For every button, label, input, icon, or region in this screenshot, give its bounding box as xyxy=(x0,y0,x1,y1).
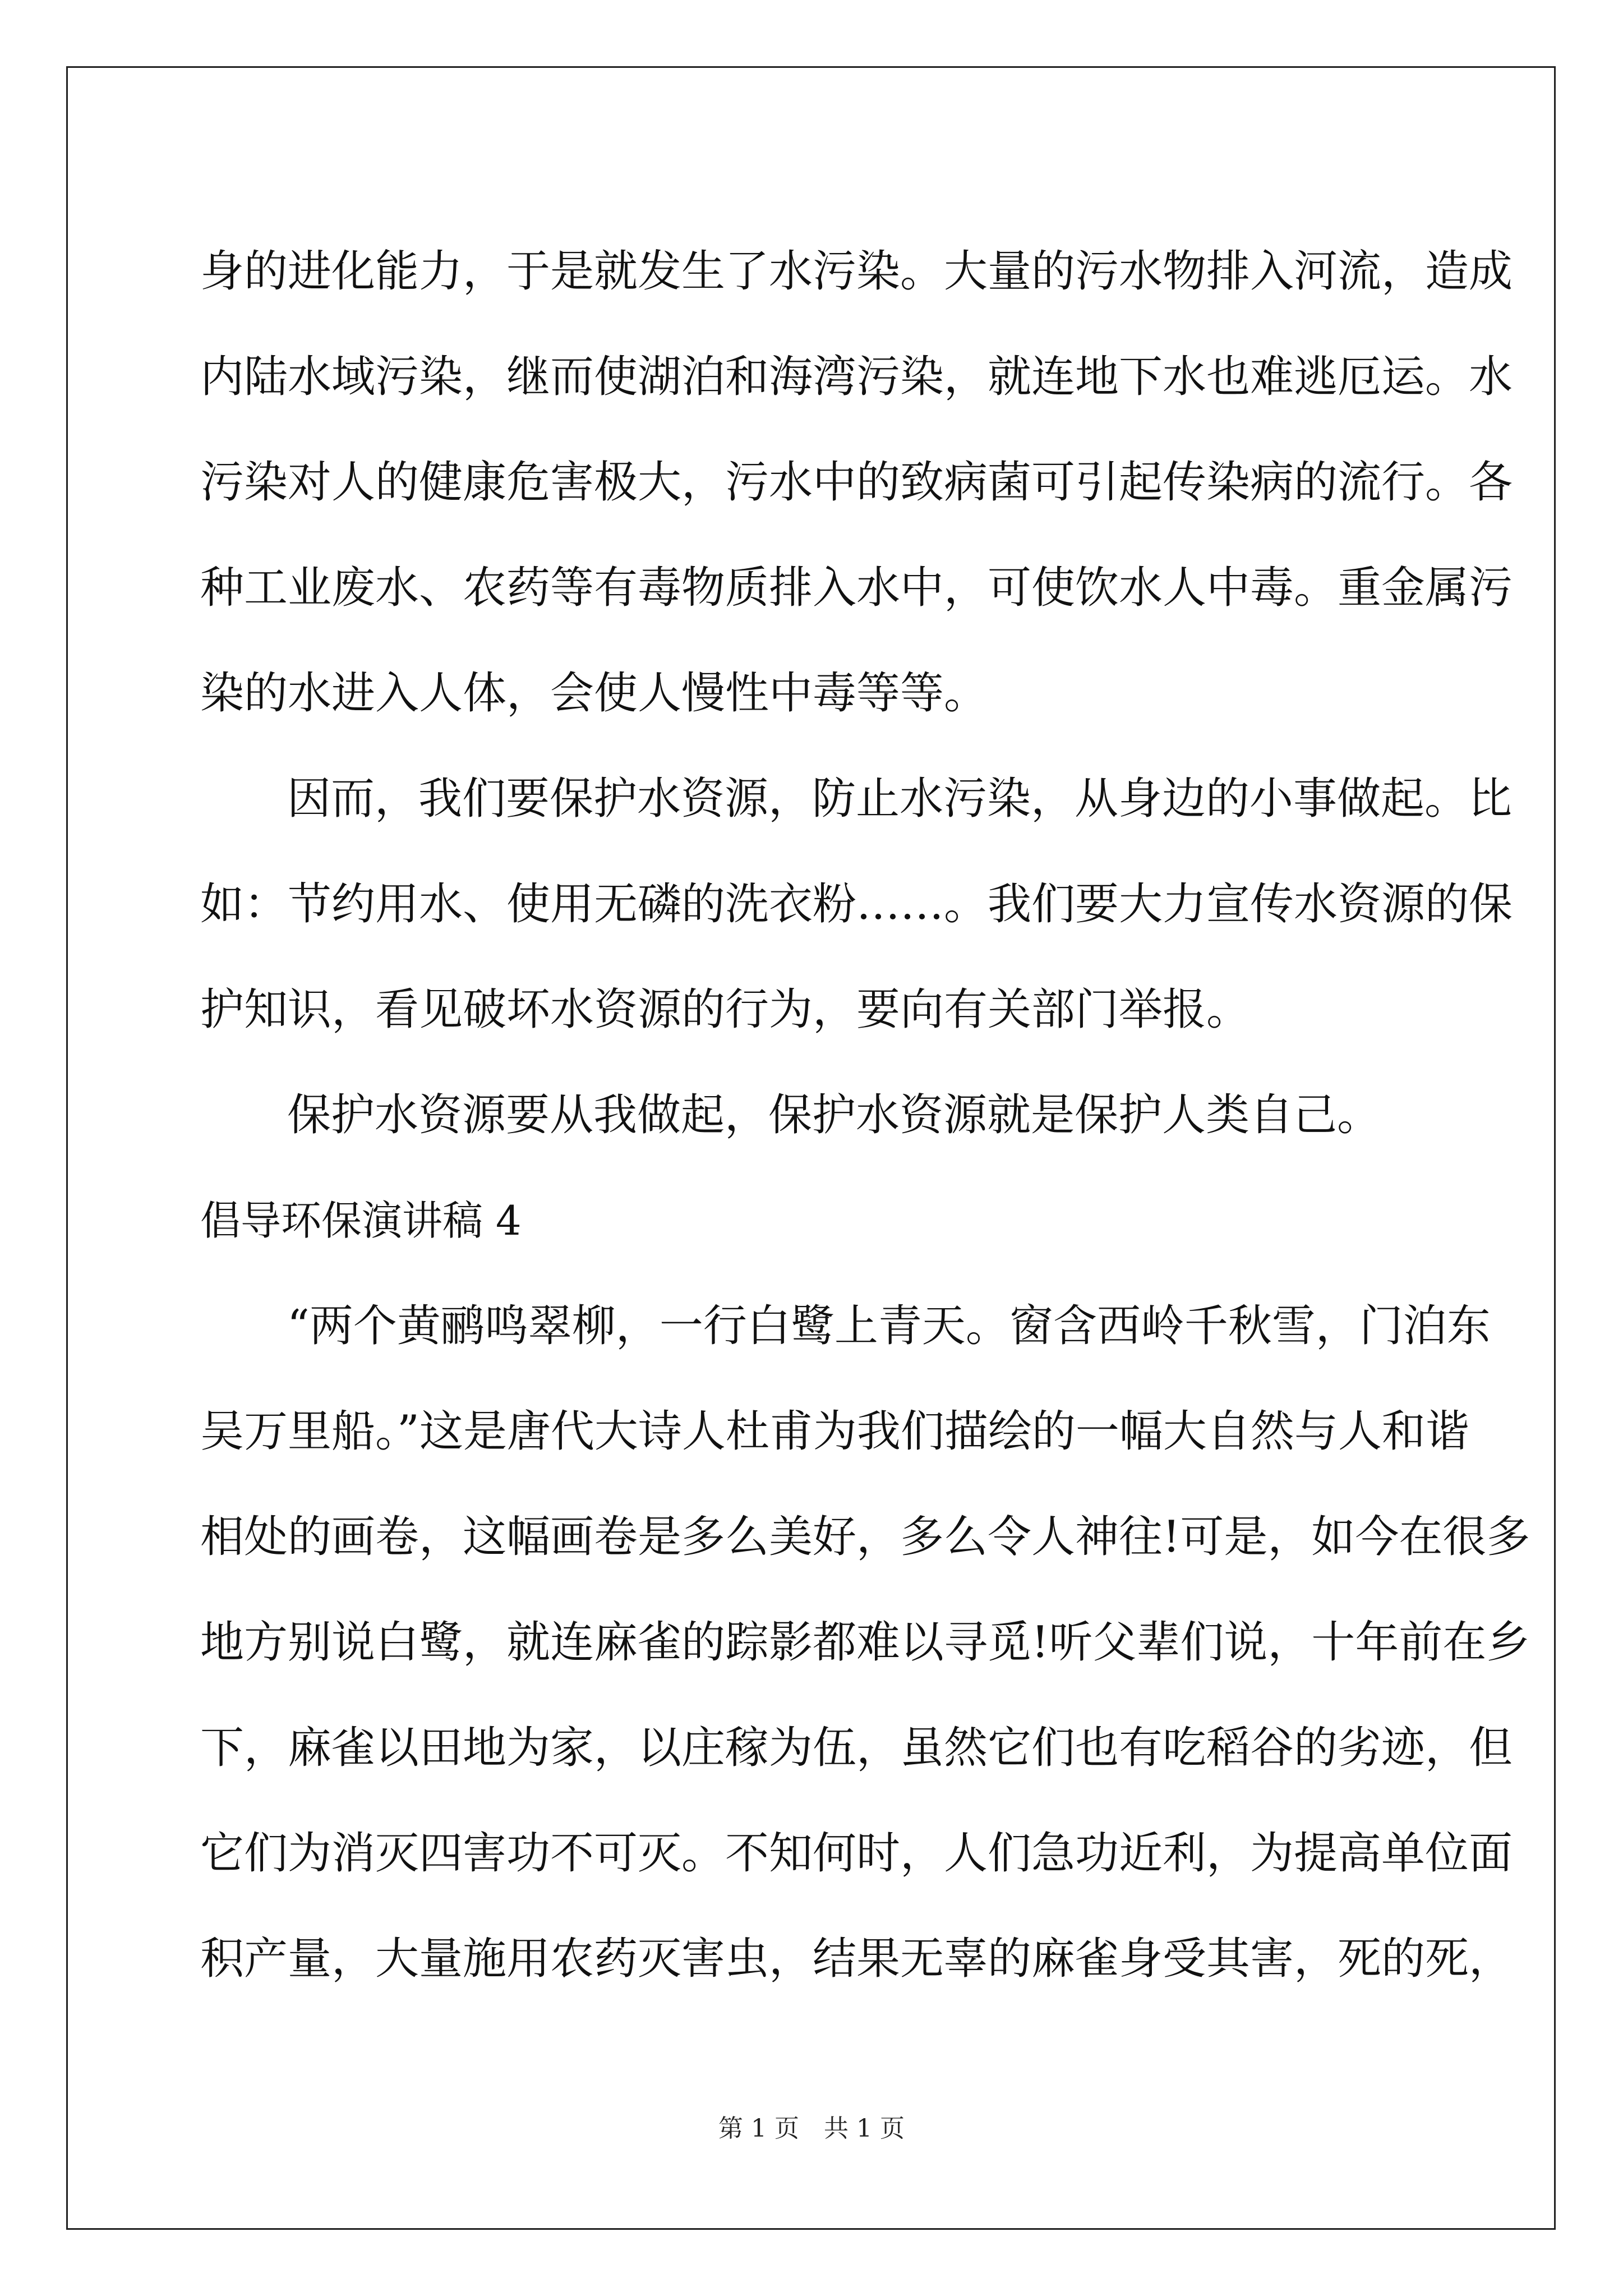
paragraph-line: “两个黄鹂鸣翠柳，一行白鹭上青天。窗含西岭千秋雪，门泊东 xyxy=(287,1301,1491,1351)
paragraph-line: 地方别说白鹭，就连麻雀的踪影都难以寻觅!听父辈们说，十年前在乡 xyxy=(200,1617,1530,1668)
paragraph-line: 种工业废水、农药等有毒物质排入水中，可使饮水人中毒。重金属污 xyxy=(200,563,1513,613)
paragraph-line: 相处的画卷，这幅画卷是多么美好，多么令人神往!可是，如今在很多 xyxy=(200,1512,1530,1562)
paragraph-line: 染的水进入人体，会使人慢性中毒等等。 xyxy=(200,668,988,719)
paragraph-line: 如：节约用水、使用无磷的洗衣粉……。我们要大力宣传水资源的保 xyxy=(200,879,1513,930)
paragraph-line: 护知识，看见破坏水资源的行为，要向有关部门举报。 xyxy=(200,984,1251,1035)
paragraph-line: 因而，我们要保护水资源，防止水污染，从身边的小事做起。比 xyxy=(287,774,1513,824)
paragraph-line: 积产量，大量施用农药灭害虫，结果无辜的麻雀身受其害，死的死， xyxy=(200,1934,1513,1984)
paragraph-line: 下，麻雀以田地为家，以庄稼为伍，虽然它们也有吃稻谷的劣迹，但 xyxy=(200,1723,1513,1773)
paragraph-line: 它们为消灭四害功不可灭。不知何时，人们急功近利，为提高单位面 xyxy=(200,1828,1513,1879)
document-body xyxy=(200,219,1530,2012)
paragraph-line: 保护水资源要从我做起，保护水资源就是保护人类自己。 xyxy=(287,1090,1381,1140)
paragraph-line: 污染对人的健康危害极大，污水中的致病菌可引起传染病的流行。各 xyxy=(200,457,1513,508)
paragraph-line: 身的进化能力，于是就发生了水污染。大量的污水物排入河流，造成 xyxy=(200,246,1513,297)
paragraph-line: 吴万里船。”这是唐代大诗人杜甫为我们描绘的一幅大自然与人和谐 xyxy=(200,1406,1469,1457)
paragraph-line: 内陆水域污染，继而使湖泊和海湾污染，就连地下水也难逃厄运。水 xyxy=(200,352,1513,402)
page-number-footer: 第 1 页 共 1 页 xyxy=(718,2114,905,2143)
section-heading: 倡导环保演讲稿 4 xyxy=(200,1197,522,1244)
